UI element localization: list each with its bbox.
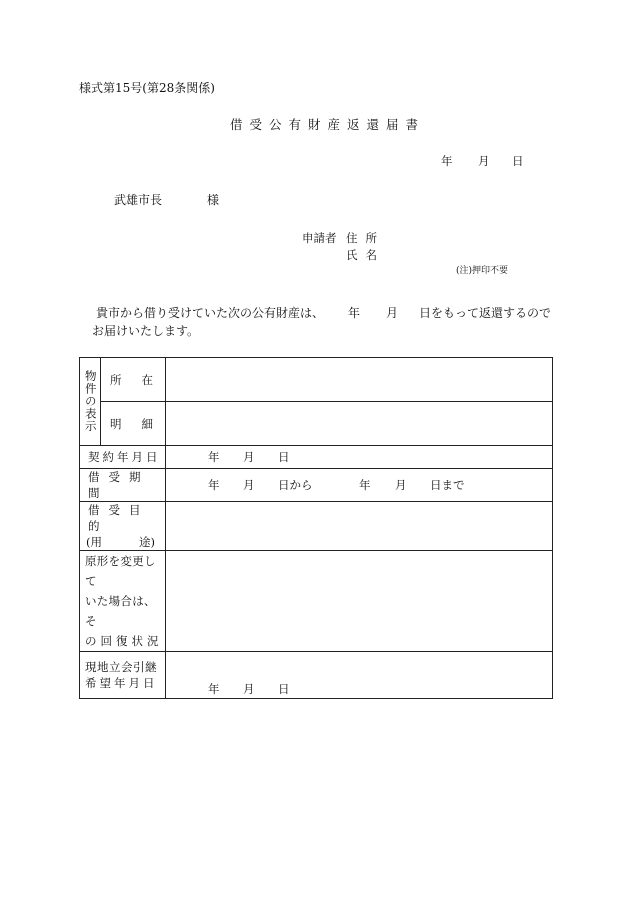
property-return-table [79,357,553,699]
addressee-honorific: 様 [207,193,220,207]
applicant-name-label: 氏名 [346,248,385,262]
contract-date-label: 契約年月日 [80,446,166,469]
body-month-label: 月 [386,306,399,320]
purpose-field[interactable] [166,502,553,551]
location-label: 所 在 [101,358,166,402]
body-text-line2: お届けいたします。 [92,324,200,338]
details-field[interactable] [166,402,553,446]
contract-date-field[interactable]: 年 月 日 [166,446,553,469]
period-field[interactable]: 年 月 日から 年 月 日まで [166,469,553,502]
addressee-name: 武雄市長 [114,193,163,207]
form-number: 様式第15号(第28条関係) [79,81,215,95]
handover-label: 現地立会引継 希望年月日 [80,652,166,699]
seal-not-required-note: (注)押印不要 [456,266,509,276]
table-row-period [80,469,553,502]
date-year-label: 年 [441,154,453,168]
table-row-details [80,402,553,446]
purpose-label: 借受目的 (用 途) [80,502,166,551]
table-row-restoration [80,551,553,652]
location-field[interactable] [166,358,553,402]
table-row-handover [80,652,553,699]
table-row-purpose [80,502,553,551]
applicant-address-label: 住所 [346,231,385,245]
handover-date-field[interactable]: 年 月 日 [166,652,553,699]
restoration-label: 原形を変更して いた場合は、そ の回復状況 [80,551,166,652]
body-year-label: 年 [348,306,361,320]
period-label: 借受期間 [80,469,166,502]
applicant-label: 申請者 [302,231,337,245]
date-month-label: 月 [478,154,490,168]
table-row-location [80,358,553,402]
restoration-field[interactable] [166,551,553,652]
property-group-label: 物件の表示 [80,358,101,446]
body-text-line1: 貴市から借り受けていた次の公有財産は、 [96,306,325,320]
table-row-contract-date [80,446,553,469]
details-label: 明 細 [101,402,166,446]
date-day-label: 日 [512,154,524,168]
body-text-line1-end: 日をもって返還するので [419,306,552,320]
page-title: 借受公有財産返還届書 [230,117,426,132]
